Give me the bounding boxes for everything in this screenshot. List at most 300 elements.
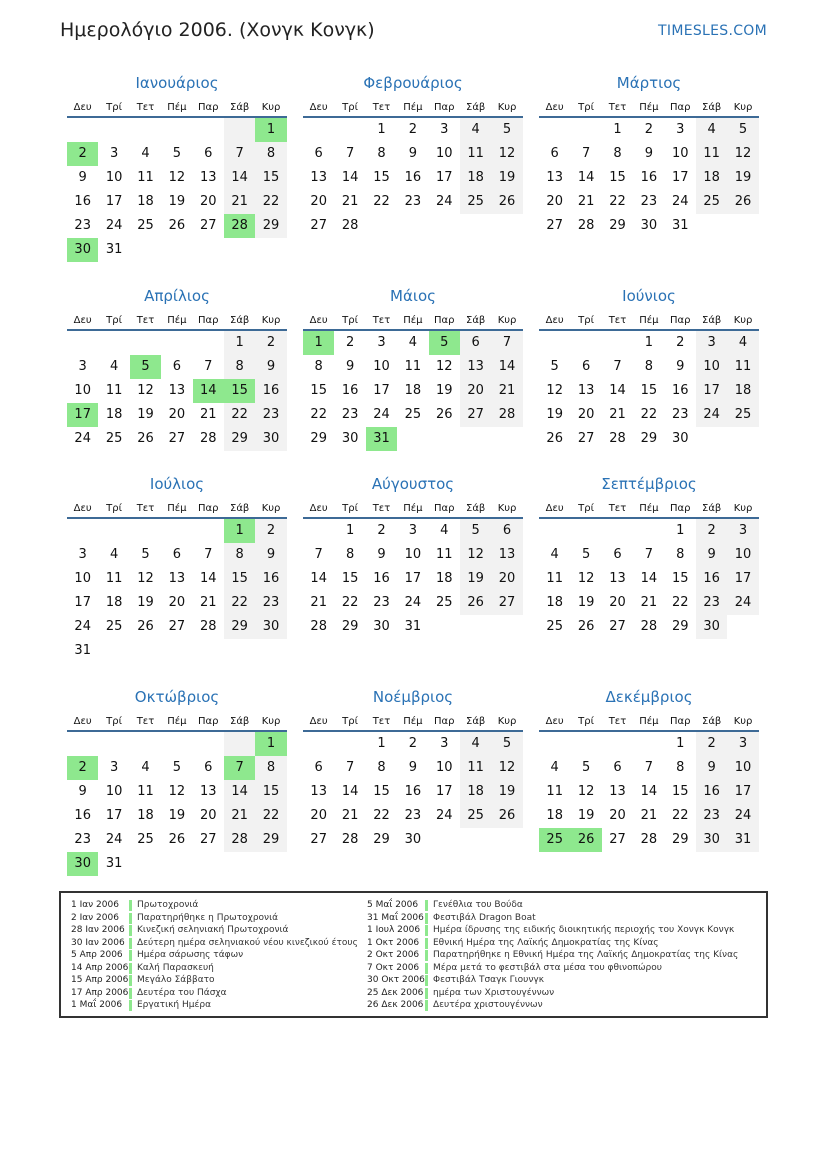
day-cell: 5	[727, 118, 758, 142]
day-cell: 16	[255, 379, 286, 403]
day-cell: 9	[696, 756, 727, 780]
legend-row	[367, 962, 738, 975]
day-cell: 11	[137, 170, 154, 185]
day-cell: 5	[491, 732, 522, 756]
day-cell: 26	[137, 619, 154, 634]
weekday-header	[67, 98, 287, 118]
day-cell: 26	[577, 619, 595, 634]
legend-holiday-name: Καλή Παρασκευή	[137, 962, 214, 973]
empty-cell	[193, 732, 224, 756]
day-grid	[303, 118, 523, 238]
day-cell: 3	[78, 547, 87, 562]
day-cell: 23	[696, 804, 727, 828]
empty-cell	[130, 519, 161, 543]
day-cell: 10	[727, 756, 758, 780]
day-cell: 10	[373, 359, 390, 374]
day-cell: 1	[345, 523, 355, 538]
day-cell: 25	[435, 595, 453, 610]
day-cell: 12	[168, 170, 186, 185]
month-block	[303, 682, 523, 852]
day-cell: 24	[727, 804, 758, 828]
day-cell: 15	[224, 567, 255, 591]
empty-cell	[633, 519, 664, 543]
weekday-label: Τρί	[106, 315, 122, 326]
day-cell: 23	[373, 595, 390, 610]
day-cell: 20	[546, 194, 563, 209]
day-cell: 12	[137, 383, 154, 398]
empty-cell	[491, 214, 522, 238]
day-cell: 26	[168, 832, 186, 847]
day-cell: 1	[224, 331, 255, 355]
day-cell: 19	[460, 567, 491, 591]
day-cell: 20	[168, 595, 186, 610]
weekday-label: Παρ	[198, 503, 219, 514]
day-cell: 12	[435, 359, 453, 374]
weekday-label: Τρί	[578, 716, 594, 727]
day-cell: 5	[130, 355, 161, 379]
weekday-label: Κυρ	[261, 503, 281, 514]
holiday-marker	[425, 913, 428, 924]
legend-date: 31 Μαΐ 2006	[367, 912, 424, 923]
day-cell: 29	[310, 431, 327, 446]
day-cell: 6	[314, 760, 323, 775]
day-cell: 23	[404, 808, 422, 823]
holiday-marker	[425, 1000, 428, 1011]
day-cell: 13	[609, 784, 626, 799]
empty-cell	[224, 238, 255, 262]
legend-date: 30 Οκτ 2006	[367, 975, 425, 985]
day-cell: 9	[696, 543, 727, 567]
holiday-marker	[129, 950, 132, 961]
day-cell: 11	[460, 756, 491, 780]
empty-cell	[570, 331, 601, 355]
day-cell: 27	[199, 218, 217, 233]
day-grid	[67, 118, 287, 262]
day-cell: 19	[577, 808, 595, 823]
weekday-label: Τρί	[578, 503, 594, 514]
day-cell: 15	[341, 571, 359, 586]
day-grid	[303, 331, 523, 451]
empty-cell	[67, 732, 98, 756]
month-block	[539, 682, 759, 852]
day-grid	[67, 331, 287, 451]
day-cell: 24	[727, 591, 758, 615]
empty-cell	[303, 118, 334, 142]
weekday-label: Παρ	[198, 102, 219, 113]
day-cell: 7	[314, 547, 323, 562]
day-cell: 28	[640, 832, 658, 847]
empty-cell	[130, 732, 161, 756]
empty-cell	[696, 214, 727, 238]
weekday-label: Παρ	[670, 315, 691, 326]
weekday-label: Δευ	[545, 102, 564, 113]
weekday-header	[539, 499, 759, 519]
day-cell: 1	[303, 331, 334, 355]
day-cell: 18	[460, 166, 491, 190]
day-cell: 30	[373, 619, 390, 634]
day-cell: 23	[74, 218, 91, 233]
weekday-label: Δευ	[73, 503, 92, 514]
empty-cell	[460, 427, 491, 451]
day-cell: 6	[460, 331, 491, 355]
month-name: Φεβρουάριος	[363, 74, 463, 92]
day-cell: 24	[671, 194, 689, 209]
day-cell: 21	[224, 190, 255, 214]
day-cell: 21	[224, 804, 255, 828]
day-cell: 11	[460, 142, 491, 166]
empty-cell	[491, 427, 522, 451]
legend-date: 5 Μαΐ 2006	[367, 900, 419, 910]
empty-cell	[334, 118, 365, 142]
weekday-label: Τετ	[608, 716, 627, 727]
day-cell: 11	[546, 571, 563, 586]
legend-row	[367, 924, 738, 937]
day-cell: 24	[696, 403, 727, 427]
day-cell: 7	[204, 359, 213, 374]
day-cell: 19	[168, 194, 186, 209]
legend-holiday-name: ημέρα των Χριστουγέννων	[433, 987, 555, 998]
day-cell: 25	[105, 431, 123, 446]
day-cell: 13	[546, 170, 563, 185]
weekday-label: Τρί	[342, 102, 358, 113]
day-cell: 5	[550, 359, 559, 374]
day-cell: 25	[696, 190, 727, 214]
empty-cell	[491, 615, 522, 639]
day-cell: 10	[435, 146, 453, 161]
day-cell: 15	[310, 383, 327, 398]
month-name: Δεκέμβριος	[605, 688, 693, 706]
legend-date: 5 Απρ 2006	[71, 950, 123, 960]
day-cell: 31	[404, 619, 422, 634]
day-cell: 17	[727, 567, 758, 591]
month-block	[303, 469, 523, 639]
day-cell: 28	[341, 832, 359, 847]
day-cell: 6	[204, 146, 213, 161]
day-cell: 23	[671, 407, 689, 422]
legend-date: 15 Απρ 2006	[71, 975, 129, 985]
legend-date: 17 Απρ 2006	[71, 987, 129, 998]
empty-cell	[696, 427, 727, 451]
legend-date: 7 Οκτ 2006	[367, 962, 420, 973]
day-cell: 10	[696, 355, 727, 379]
day-cell: 27	[199, 832, 217, 847]
day-cell: 13	[609, 571, 626, 586]
weekday-label: Σάβ	[702, 716, 722, 727]
day-cell: 27	[577, 431, 595, 446]
weekday-label: Σάβ	[702, 315, 722, 326]
day-cell: 8	[676, 760, 685, 775]
day-cell: 17	[404, 571, 422, 586]
day-grid	[67, 519, 287, 663]
day-cell: 30	[255, 615, 286, 639]
weekday-header	[67, 712, 287, 732]
day-cell: 16	[341, 383, 359, 398]
empty-cell	[67, 118, 98, 142]
empty-cell	[98, 331, 129, 355]
day-cell: 18	[460, 780, 491, 804]
day-grid	[303, 519, 523, 639]
month-block	[539, 469, 759, 639]
day-cell: 11	[105, 383, 123, 398]
day-cell: 24	[404, 595, 422, 610]
legend-date: 30 Ιαν 2006	[71, 937, 125, 948]
weekday-label: Παρ	[434, 315, 455, 326]
day-cell: 30	[341, 431, 359, 446]
day-cell: 17	[67, 403, 98, 427]
day-cell: 28	[577, 218, 595, 233]
day-cell: 14	[609, 383, 626, 398]
day-cell: 5	[581, 547, 591, 562]
day-cell: 30	[255, 427, 286, 451]
day-cell: 4	[109, 547, 119, 562]
weekday-header	[303, 712, 523, 732]
day-cell: 13	[199, 170, 217, 185]
day-cell: 24	[435, 808, 453, 823]
day-cell: 28	[491, 403, 522, 427]
empty-cell	[161, 238, 192, 262]
month-name: Μάρτιος	[616, 74, 682, 92]
day-cell: 7	[491, 331, 522, 355]
empty-cell	[224, 639, 255, 663]
day-cell: 14	[640, 784, 658, 799]
legend-date: 1 Μαΐ 2006	[71, 1000, 123, 1010]
day-cell: 3	[109, 146, 119, 161]
day-cell: 11	[546, 784, 563, 799]
day-cell: 29	[341, 619, 359, 634]
weekday-label: Πέμ	[167, 503, 187, 514]
day-cell: 7	[345, 760, 355, 775]
day-cell: 24	[74, 431, 91, 446]
empty-cell	[193, 852, 224, 876]
day-cell: 11	[404, 359, 422, 374]
empty-cell	[570, 519, 601, 543]
weekday-label: Σάβ	[466, 102, 486, 113]
day-cell: 7	[613, 359, 622, 374]
holiday-marker	[425, 950, 428, 961]
weekday-label: Δευ	[545, 503, 564, 514]
weekday-label: Παρ	[434, 102, 455, 113]
weekday-label: Δευ	[309, 503, 328, 514]
legend-date: 25 Δεκ 2006	[367, 987, 424, 998]
legend-row	[367, 899, 738, 912]
day-cell: 9	[78, 170, 87, 185]
weekday-label: Πέμ	[403, 102, 423, 113]
day-grid	[539, 331, 759, 451]
day-cell: 10	[74, 571, 91, 586]
legend-holiday-name: Ημέρα σάρωσης τάφων	[137, 950, 244, 960]
empty-cell	[303, 519, 334, 543]
day-cell: 19	[546, 407, 563, 422]
day-cell: 29	[224, 427, 255, 451]
empty-cell	[255, 852, 286, 876]
day-cell: 25	[539, 828, 570, 852]
day-cell: 23	[696, 591, 727, 615]
day-cell: 18	[105, 595, 123, 610]
empty-cell	[130, 852, 161, 876]
day-cell: 26	[546, 431, 563, 446]
day-cell: 3	[727, 732, 758, 756]
day-cell: 13	[168, 383, 186, 398]
day-cell: 22	[255, 804, 286, 828]
day-cell: 8	[255, 142, 286, 166]
day-cell: 28	[224, 828, 255, 852]
day-cell: 5	[172, 760, 181, 775]
weekday-label: Τρί	[342, 315, 358, 326]
day-cell: 31	[366, 427, 397, 451]
empty-cell	[633, 732, 664, 756]
day-cell: 10	[105, 170, 123, 185]
empty-cell	[130, 639, 161, 663]
day-cell: 24	[373, 407, 390, 422]
day-cell: 9	[255, 355, 286, 379]
day-cell: 14	[224, 166, 255, 190]
empty-cell	[98, 639, 129, 663]
legend-holiday-name: Φεστιβάλ Τσαγκ Γιουνγκ	[433, 975, 545, 985]
day-cell: 1	[255, 118, 286, 142]
month-block	[303, 281, 523, 451]
day-cell: 22	[224, 591, 255, 615]
month-block	[67, 682, 287, 876]
weekday-label: Παρ	[670, 716, 691, 727]
month-name: Ιανουάριος	[135, 74, 219, 92]
empty-cell	[570, 732, 601, 756]
day-cell: 19	[727, 166, 758, 190]
weekday-label: Τετ	[608, 503, 627, 514]
day-cell: 15	[255, 166, 286, 190]
empty-cell	[397, 427, 428, 451]
day-cell: 14	[310, 571, 327, 586]
day-cell: 21	[199, 407, 217, 422]
day-cell: 6	[172, 547, 181, 562]
day-cell: 3	[676, 122, 685, 137]
day-cell: 4	[550, 760, 559, 775]
weekday-label: Πέμ	[167, 315, 187, 326]
empty-cell	[460, 615, 491, 639]
day-cell: 30	[67, 238, 98, 262]
weekday-header	[67, 311, 287, 331]
weekday-label: Κυρ	[261, 102, 281, 113]
empty-cell	[67, 519, 98, 543]
day-cell: 22	[341, 595, 359, 610]
weekday-label: Παρ	[198, 716, 219, 727]
holiday-marker	[425, 938, 428, 949]
day-cell: 6	[613, 547, 622, 562]
day-cell: 12	[546, 383, 563, 398]
empty-cell	[491, 828, 522, 852]
day-cell: 22	[373, 194, 390, 209]
day-cell: 16	[255, 567, 286, 591]
empty-cell	[539, 118, 570, 142]
day-cell: 31	[727, 828, 758, 852]
weekday-label: Τετ	[372, 102, 391, 113]
day-cell: 28	[341, 218, 359, 233]
day-cell: 21	[310, 595, 327, 610]
day-cell: 29	[255, 828, 286, 852]
day-cell: 14	[199, 571, 217, 586]
day-cell: 17	[435, 170, 453, 185]
day-cell: 21	[609, 407, 626, 422]
weekday-label: Κυρ	[497, 315, 517, 326]
empty-cell	[727, 427, 758, 451]
legend-row	[367, 937, 738, 950]
weekday-label: Κυρ	[497, 503, 517, 514]
weekday-header	[67, 499, 287, 519]
day-cell: 15	[224, 379, 255, 403]
day-cell: 12	[137, 571, 154, 586]
weekday-label: Παρ	[670, 503, 691, 514]
weekday-label: Τρί	[106, 102, 122, 113]
day-cell: 8	[377, 760, 386, 775]
day-cell: 9	[345, 359, 355, 374]
weekday-label: Παρ	[198, 315, 219, 326]
weekday-label: Κυρ	[733, 102, 753, 113]
day-cell: 12	[460, 543, 491, 567]
day-cell: 27	[168, 619, 186, 634]
month-block	[539, 68, 759, 238]
day-cell: 2	[67, 142, 98, 166]
legend-holiday-name: Κινεζική σεληνιακή Πρωτοχρονιά	[137, 925, 289, 935]
day-cell: 2	[644, 122, 653, 137]
empty-cell	[460, 214, 491, 238]
day-cell: 20	[491, 567, 522, 591]
day-cell: 21	[640, 595, 658, 610]
weekday-header	[303, 499, 523, 519]
holiday-marker	[129, 988, 132, 999]
day-cell: 25	[727, 403, 758, 427]
day-cell: 27	[460, 403, 491, 427]
day-cell: 12	[491, 142, 522, 166]
empty-cell	[460, 828, 491, 852]
day-cell: 28	[609, 431, 626, 446]
day-cell: 14	[491, 355, 522, 379]
day-cell: 12	[491, 756, 522, 780]
day-cell: 19	[137, 407, 154, 422]
day-cell: 18	[404, 383, 422, 398]
weekday-label: Δευ	[73, 315, 92, 326]
legend-holiday-name: Παρατηρήθηκε η Εθνική Ημέρα της Λαϊκής Δημοκρατίας της Κίνας	[433, 950, 739, 960]
day-cell: 18	[546, 808, 563, 823]
day-cell: 27	[609, 832, 626, 847]
weekday-label: Τετ	[608, 102, 627, 113]
day-cell: 23	[640, 194, 658, 209]
legend-holiday-name: Δευτέρα χριστουγέννων	[433, 1000, 543, 1010]
day-cell: 16	[74, 194, 91, 209]
day-cell: 1	[676, 523, 685, 538]
site-link[interactable]: TIMESLES.COM	[658, 23, 767, 39]
day-grid	[67, 732, 287, 876]
day-cell: 11	[105, 571, 123, 586]
weekday-label: Τρί	[578, 315, 594, 326]
month-block	[67, 281, 287, 451]
day-cell: 8	[644, 359, 653, 374]
day-cell: 14	[193, 379, 224, 403]
weekday-label: Κυρ	[261, 315, 281, 326]
weekday-label: Δευ	[73, 102, 92, 113]
empty-cell	[224, 732, 255, 756]
month-name: Σεπτέμβριος	[601, 475, 697, 493]
legend-row	[71, 899, 358, 912]
weekday-label: Δευ	[309, 315, 328, 326]
day-cell: 2	[408, 122, 417, 137]
empty-cell	[255, 639, 286, 663]
day-cell: 25	[137, 218, 154, 233]
day-cell: 17	[671, 170, 689, 185]
day-cell: 9	[255, 543, 286, 567]
day-cell: 3	[440, 736, 449, 751]
month-block	[539, 281, 759, 451]
day-cell: 12	[168, 784, 186, 799]
day-cell: 3	[727, 519, 758, 543]
